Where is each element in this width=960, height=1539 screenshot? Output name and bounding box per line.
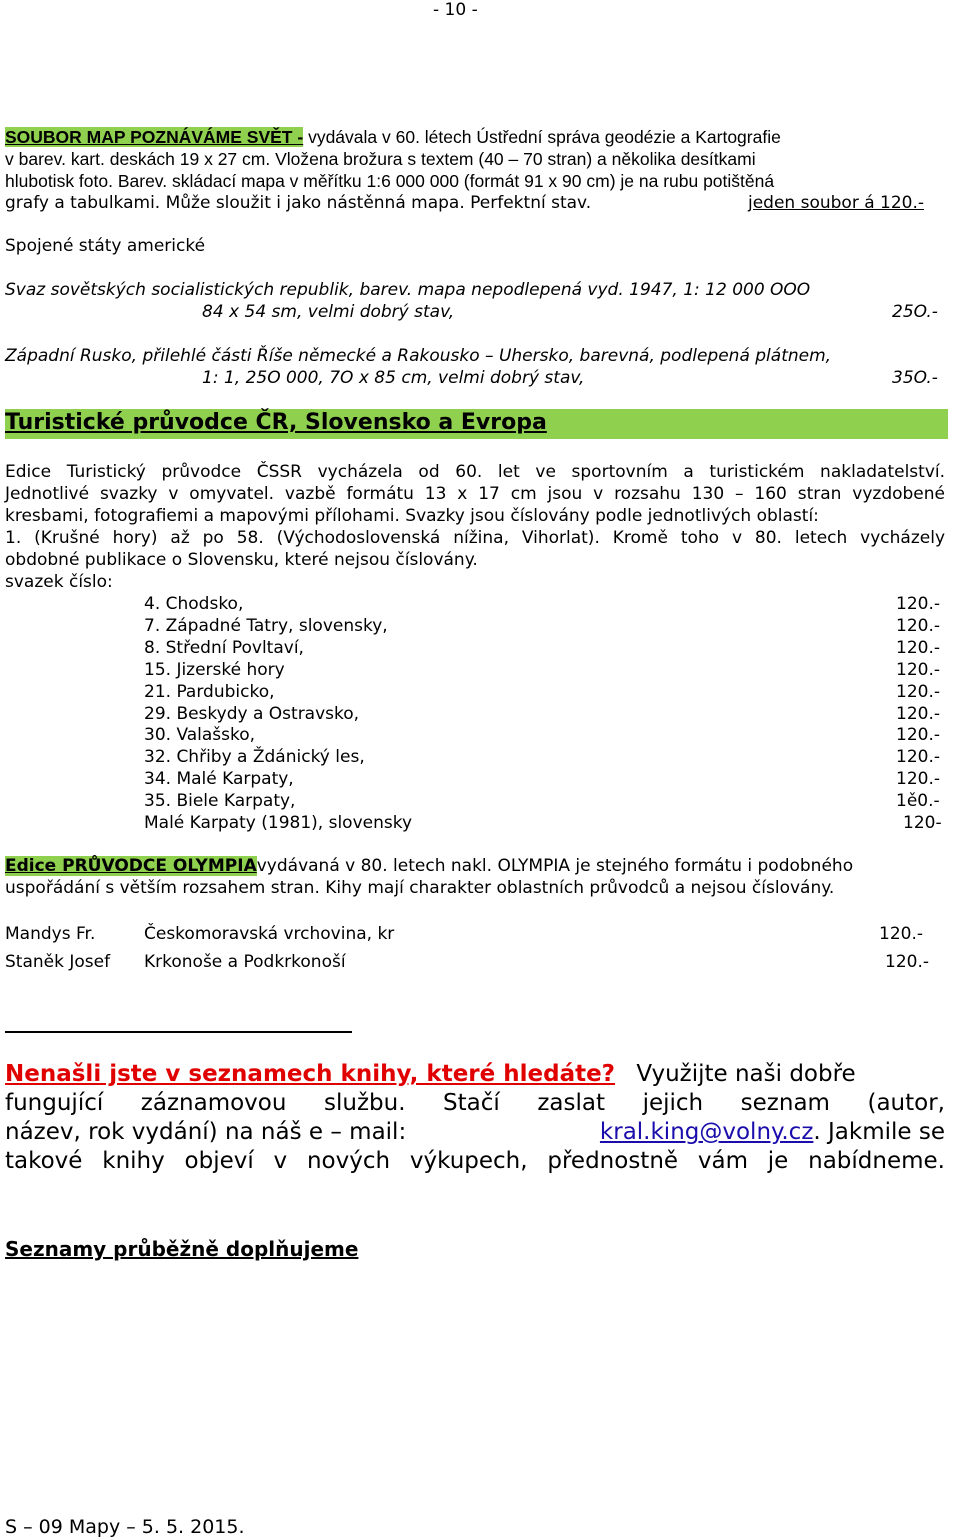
divider-line: [5, 1031, 352, 1033]
soubor-title: SOUBOR MAP POZNÁVÁME SVĚT -: [5, 127, 304, 147]
notice-line1: [5, 1061, 856, 1087]
svazek-name: 29. Beskydy a Ostravsko,: [144, 704, 360, 724]
olympia-title: Edice PRŮVODCE OLYMPIA: [5, 856, 257, 876]
svazek-price: 120.-: [896, 747, 940, 767]
svazek-name: 32. Chřiby a Ždánický les,: [144, 747, 365, 767]
turist-heading: [5, 410, 547, 435]
svazek-price: 120.-: [896, 594, 940, 614]
rusko-line1: Západní Rusko, přilehlé části Říše německé a Rakousko – Uhersko, barevná, podlepená plátnem,: [5, 346, 832, 366]
svazek-price: 120.-: [896, 682, 940, 702]
notice-line4: takové knihy objeví v nových výkupech, přednostně vám je nabídneme.: [5, 1148, 945, 1174]
olympia-line2: uspořádání s větším rozsahem stran. Kihy mají charakter oblastních průvodců a nejsou číslovány.: [5, 878, 835, 898]
turist-p1: Edice Turistický průvodce ČSSR vycházela od 60. let ve sportovním a turistickém nakladatelství.: [5, 462, 945, 482]
soubor-line1: [5, 127, 781, 148]
page-number: - 10 -: [433, 0, 478, 20]
notice-line3-pre: název, rok vydání) na náš e – mail:: [5, 1119, 407, 1145]
svazek-price: 120.-: [896, 660, 940, 680]
turist-p3: kresbami, fotografiemi a mapovými přílohami. Svazky jsou číslovány podle jednotlivých oblastí:: [5, 506, 819, 526]
turist-p6: svazek číslo:: [5, 572, 113, 592]
soubor-price: jeden soubor á 120.-: [748, 193, 925, 213]
turist-heading-text: Turistické průvodce ČR, Slovensko a Evropa: [5, 410, 547, 435]
document-code: S – 09 Mapy – 5. 5. 2015.: [5, 1516, 245, 1538]
notice-line3-post: . Jakmile se: [813, 1119, 945, 1145]
notice-line3: [5, 1119, 945, 1145]
svazek-name: 7. Západné Tatry, slovensky,: [144, 616, 388, 636]
turist-p5: obdobné publikace o Slovensku, které nejsou číslovány.: [5, 550, 478, 570]
book-author: Staněk Josef: [5, 952, 111, 972]
book-price: 120.-: [885, 952, 929, 972]
soubor-line3: hlubotisk foto. Barev. skládací mapa v měřítku 1:6 000 000 (formát 91 x 90 cm) je na rubu potištěná: [5, 171, 775, 191]
book-author: Mandys Fr.: [5, 924, 96, 944]
svazek-price: 120.-: [896, 769, 940, 789]
book-title: Českomoravská vrchovina, kr: [144, 924, 395, 944]
notice-red: Nenašli jste v seznamech knihy, které hledáte?: [5, 1061, 616, 1087]
svazek-price: 120.-: [896, 616, 940, 636]
notice-line1-rest: Využijte naši dobře: [636, 1061, 856, 1087]
svazek-name: 34. Malé Karpaty,: [144, 769, 294, 789]
soubor-line1-text: vydávala v 60. létech Ústřední správa geodézie a Kartografie: [308, 127, 781, 147]
rusko-price: 35O.-: [892, 368, 938, 388]
notice-line2: fungující záznamovou službu. Stačí zaslat jejich seznam (autor,: [5, 1090, 945, 1116]
svazek-price: 120-: [903, 813, 942, 833]
notice-line3-end: [600, 1119, 945, 1145]
rusko-line2: 1: 1, 25O 000, 7O x 85 cm, velmi dobrý stav,: [202, 368, 585, 388]
svazek-price: 120.-: [896, 704, 940, 724]
svazek-name: 15. Jizerské hory: [144, 660, 285, 680]
turist-p4: 1. (Krušné hory) až po 58. (Východoslovenská nížina, Vihorlat). Kromě toho v 80. letech vycházely: [5, 528, 945, 548]
svazek-name: 35. Biele Karpaty,: [144, 791, 296, 811]
olympia-line1-text: vydávaná v 80. letech nakl. OLYMPIA je stejného formátu i podobného: [256, 856, 854, 876]
book-price: 120.-: [879, 924, 923, 944]
svaz-line1: Svaz sovětských socialistických republik, barev. mapa nepodlepená vyd. 1947, 1: 12 000 OOO: [5, 280, 811, 300]
svaz-price: 25O.-: [892, 302, 938, 322]
svazek-name: Malé Karpaty (1981), slovensky: [144, 813, 413, 833]
svazek-price: 120.-: [896, 725, 940, 745]
svazek-name: 8. Střední Povltaví,: [144, 638, 304, 658]
svaz-line2: 84 x 54 sm, velmi dobrý stav,: [202, 302, 455, 322]
soubor-line4: grafy a tabulkami. Může sloužit i jako nástěnná mapa. Perfektní stav.: [5, 193, 592, 213]
svazek-name: 21. Pardubicko,: [144, 682, 275, 702]
svazek-price: 1ě0.-: [896, 791, 940, 811]
turist-p2: Jednotlivé svazky v omyvatel. vazbě formátu 13 x 17 cm jsou v rozsahu 130 – 160 stran vyzdobené: [5, 484, 945, 504]
soubor-line2: v barev. kart. deskách 19 x 27 cm. Vložena brožura s textem (40 – 70 stran) a několika desítkami: [5, 149, 756, 169]
book-title: Krkonoše a Podkrkonoší: [144, 952, 346, 972]
svazek-name: 4. Chodsko,: [144, 594, 244, 614]
svazek-name: 30. Valašsko,: [144, 725, 256, 745]
doplnujeme-note: Seznamy průběžně doplňujeme: [5, 1237, 359, 1261]
usa-title: Spojené státy americké: [5, 236, 206, 256]
olympia-line1: [5, 856, 853, 876]
email-link[interactable]: kral.king@volny.cz: [599, 1119, 814, 1145]
svazek-price: 120.-: [896, 638, 940, 658]
